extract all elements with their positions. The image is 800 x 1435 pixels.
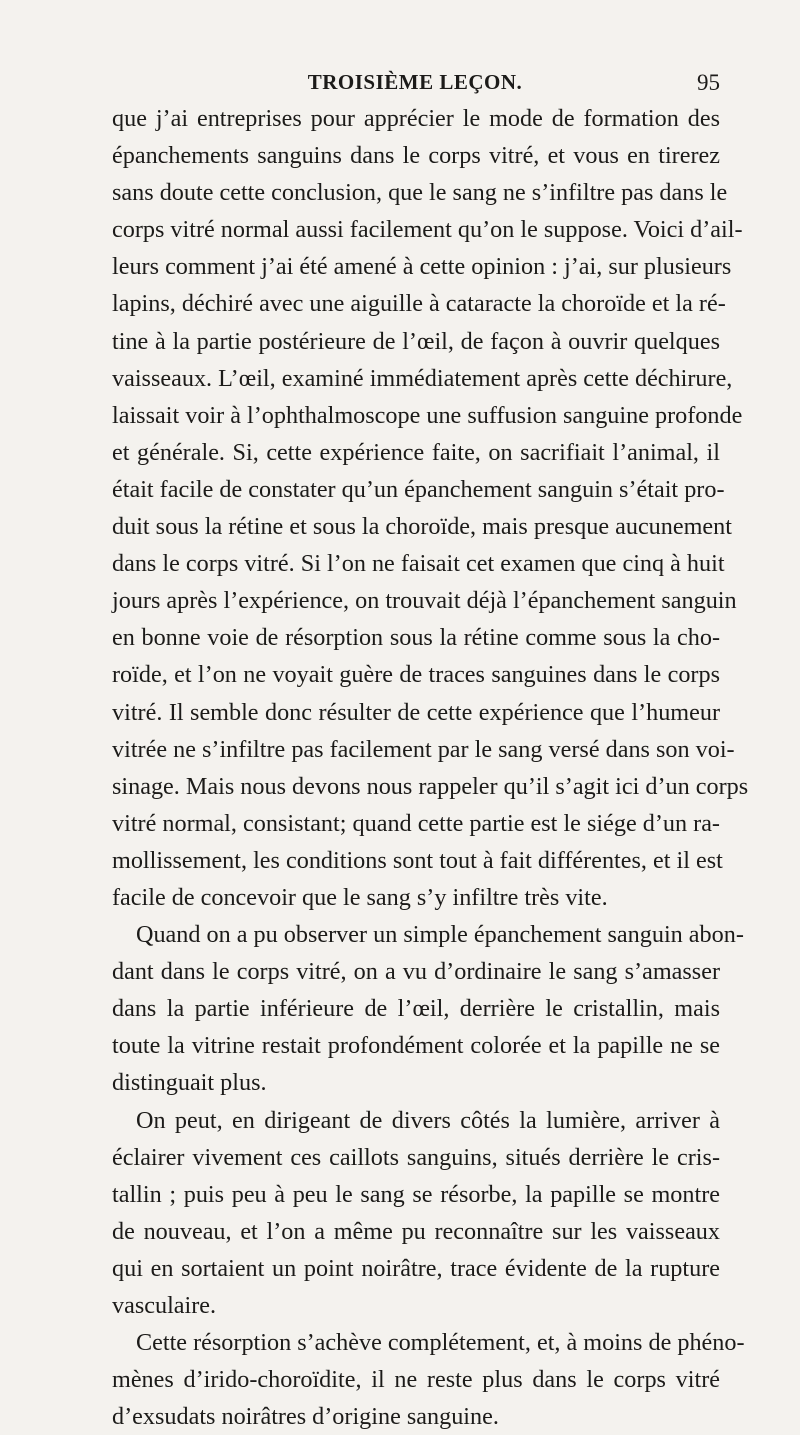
- text-line: en bonne voie de résorption sous la rétine comme sous la cho-: [112, 624, 720, 652]
- paragraph-start-line: Cette résorption s’achève complétement, et, à moins de phéno-: [136, 1329, 745, 1357]
- text-line: vitré normal, consistant; quand cette partie est le siége d’un ra-: [112, 809, 720, 837]
- paragraph-start-line: Quand on a pu observer un simple épanchement sanguin abon-: [136, 921, 744, 949]
- text-line: dans la partie inférieure de l’œil, derrière le cristallin, mais: [112, 995, 720, 1023]
- text-line: tine à la partie postérieure de l’œil, de façon à ouvrir quelques: [112, 327, 720, 355]
- running-head: [110, 70, 720, 100]
- text-line: corps vitré normal aussi facilement qu’on le suppose. Voici d’ail-: [112, 216, 743, 244]
- text-line: et générale. Si, cette expérience faite, on sacrifiait l’animal, il: [112, 438, 720, 466]
- text-line: vitré. Il semble donc résulter de cette expérience que l’humeur: [112, 698, 720, 726]
- paragraph-end-line: distinguait plus.: [112, 1069, 267, 1097]
- text-line: dant dans le corps vitré, on a vu d’ordinaire le sang s’amasser: [112, 958, 720, 986]
- text-line: jours après l’expérience, on trouvait déjà l’épanchement sanguin: [112, 587, 737, 615]
- text-line: était facile de constater qu’un épanchement sanguin s’était pro-: [112, 475, 725, 503]
- text-line: tallin ; puis peu à peu le sang se résorbe, la papille se montre: [112, 1180, 720, 1208]
- text-line: roïde, et l’on ne voyait guère de traces sanguines dans le corps: [112, 661, 720, 689]
- text-line: vitrée ne s’infiltre pas facilement par le sang versé dans son voi-: [112, 735, 735, 763]
- paragraph-start-line: On peut, en dirigeant de divers côtés la lumière, arriver à: [136, 1106, 720, 1134]
- text-line: duit sous la rétine et sous la choroïde, mais presque aucunement: [112, 513, 732, 541]
- text-line: toute la vitrine restait profondément colorée et la papille ne se: [112, 1032, 720, 1060]
- text-line: que j’ai entreprises pour apprécier le mode de formation des: [112, 105, 720, 132]
- text-line: mènes d’irido-choroïdite, il ne reste plus dans le corps vitré: [112, 1366, 720, 1394]
- paragraph-end-line: facile de concevoir que le sang s’y infiltre très vite.: [112, 883, 608, 911]
- page-number: 95: [697, 70, 720, 95]
- text-line: vaisseaux. L’œil, examiné immédiatement après cette déchirure,: [112, 364, 733, 392]
- paragraph-end-line: d’exsudats noirâtres d’origine sanguine.: [112, 1403, 499, 1431]
- paragraph-end-line: vasculaire.: [112, 1292, 217, 1319]
- running-title: TROISIÈME LEÇON.: [307, 70, 523, 94]
- text-line: épanchements sanguins dans le corps vitré, et vous en tirerez: [112, 142, 720, 170]
- text-line: leurs comment j’ai été amené à cette opinion : j’ai, sur plusieurs: [112, 253, 732, 281]
- text-line: sinage. Mais nous devons nous rappeler qu’il s’agit ici d’un corps: [112, 772, 749, 800]
- text-line: de nouveau, et l’on a même pu reconnaître sur les vaisseaux: [112, 1217, 720, 1245]
- text-line: laissait voir à l’ophthalmoscope une suffusion sanguine profonde: [112, 401, 743, 429]
- text-line: éclairer vivement ces caillots sanguins, situés derrière le cris-: [112, 1143, 720, 1171]
- text-line: qui en sortaient un point noirâtre, trace évidente de la rupture: [112, 1254, 720, 1282]
- text-line: lapins, déchiré avec une aiguille à cataracte la choroïde et la ré-: [112, 290, 726, 318]
- text-line: sans doute cette conclusion, que le sang ne s’infiltre pas dans le: [112, 179, 728, 207]
- body-text: [112, 100, 749, 1435]
- text-line: dans le corps vitré. Si l’on ne faisait cet examen que cinq à huit: [112, 550, 725, 578]
- text-line: mollissement, les conditions sont tout à fait différentes, et il est: [112, 846, 723, 874]
